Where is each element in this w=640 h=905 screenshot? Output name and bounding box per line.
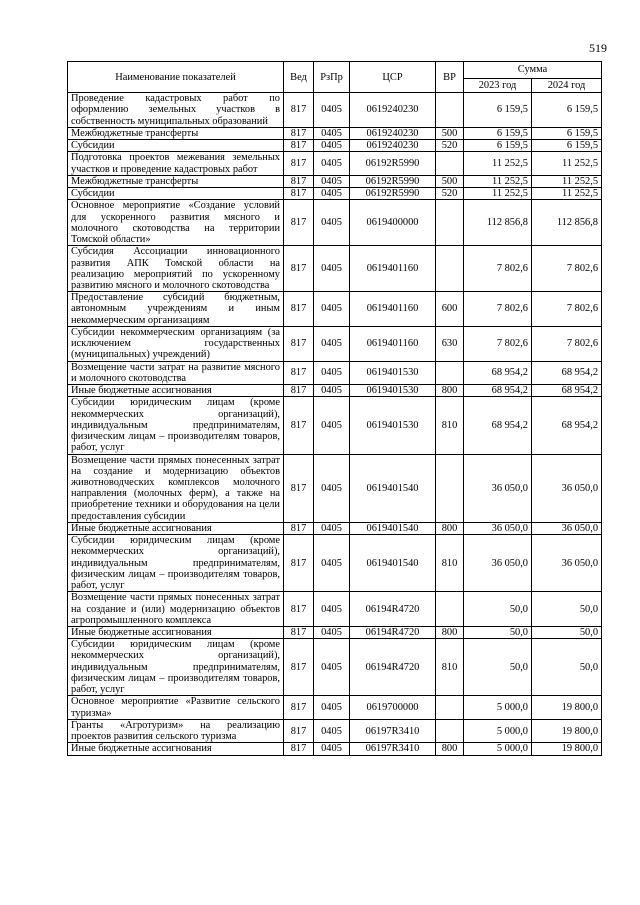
cell-csr: 0619401530 bbox=[350, 397, 436, 454]
cell-name: Возмещение части прямых понесенных затрат на создание и (или) модернизацию объектов агропромышленного комплекса bbox=[68, 592, 284, 627]
cell-csr: 06194R4720 bbox=[350, 639, 436, 696]
header-csr: ЦСР bbox=[350, 62, 436, 93]
cell-rzpr: 0405 bbox=[314, 152, 350, 175]
cell-2023: 11 252,5 bbox=[464, 175, 532, 187]
cell-2023: 68 954,2 bbox=[464, 397, 532, 454]
table-row bbox=[68, 127, 602, 139]
cell-rzpr: 0405 bbox=[314, 140, 350, 152]
cell-rzpr: 0405 bbox=[314, 361, 350, 384]
cell-vr bbox=[436, 152, 464, 175]
cell-2023: 112 856,8 bbox=[464, 200, 532, 246]
table-row bbox=[68, 200, 602, 246]
cell-ved: 817 bbox=[284, 454, 314, 522]
cell-ved: 817 bbox=[284, 326, 314, 361]
table-body bbox=[68, 93, 602, 755]
cell-ved: 817 bbox=[284, 592, 314, 627]
table-row bbox=[68, 140, 602, 152]
cell-2024: 50,0 bbox=[532, 627, 602, 639]
cell-ved: 817 bbox=[284, 719, 314, 742]
cell-name: Проведение кадастровых работ по оформлению земельных участков в собственность муниципальных образований bbox=[68, 93, 284, 128]
cell-vr bbox=[436, 696, 464, 719]
cell-ved: 817 bbox=[284, 200, 314, 246]
cell-rzpr: 0405 bbox=[314, 397, 350, 454]
cell-2023: 6 159,5 bbox=[464, 93, 532, 128]
cell-rzpr: 0405 bbox=[314, 743, 350, 755]
cell-2023: 7 802,6 bbox=[464, 292, 532, 327]
cell-2024: 6 159,5 bbox=[532, 140, 602, 152]
cell-2024: 36 050,0 bbox=[532, 535, 602, 592]
cell-vr: 800 bbox=[436, 627, 464, 639]
table-row bbox=[68, 152, 602, 175]
cell-vr: 520 bbox=[436, 140, 464, 152]
header-sum: Сумма bbox=[464, 62, 602, 79]
cell-2024: 19 800,0 bbox=[532, 719, 602, 742]
cell-csr: 0619240230 bbox=[350, 140, 436, 152]
cell-rzpr: 0405 bbox=[314, 292, 350, 327]
cell-2024: 68 954,2 bbox=[532, 361, 602, 384]
cell-2023: 11 252,5 bbox=[464, 188, 532, 200]
cell-csr: 0619401530 bbox=[350, 361, 436, 384]
cell-name: Субсидии юридическим лицам (кроме некоммерческих организаций), индивидуальным предпринимателям, физическим лицам – производителям товаров, работ, услуг bbox=[68, 397, 284, 454]
cell-2023: 6 159,5 bbox=[464, 127, 532, 139]
cell-name: Основное мероприятие «Развитие сельского туризма» bbox=[68, 696, 284, 719]
cell-name: Возмещение части прямых понесенных затрат на создание и модернизацию объектов животноводческих комплексов молочного направления (молочных ферм), а также на приобретение техники и оборудования на цели предоставления субсидии bbox=[68, 454, 284, 522]
table-row bbox=[68, 292, 602, 327]
cell-2024: 11 252,5 bbox=[532, 175, 602, 187]
cell-ved: 817 bbox=[284, 140, 314, 152]
cell-vr: 800 bbox=[436, 522, 464, 534]
header-2023: 2023 год bbox=[464, 79, 532, 93]
table-row bbox=[68, 188, 602, 200]
cell-rzpr: 0405 bbox=[314, 385, 350, 397]
cell-ved: 817 bbox=[284, 175, 314, 187]
cell-name: Субсидии юридическим лицам (кроме некоммерческих организаций), индивидуальным предпринимателям, физическим лицам – производителям товаров, работ, услуг bbox=[68, 639, 284, 696]
header-name: Наименование показателей bbox=[68, 62, 284, 93]
cell-name: Межбюджетные трансферты bbox=[68, 175, 284, 187]
cell-name: Субсидии bbox=[68, 188, 284, 200]
table-row bbox=[68, 592, 602, 627]
cell-vr: 810 bbox=[436, 397, 464, 454]
table-row bbox=[68, 719, 602, 742]
cell-csr: 0619240230 bbox=[350, 93, 436, 128]
header-2024: 2024 год bbox=[532, 79, 602, 93]
cell-name: Субсидии некоммерческим организациям (за исключением государственных (муниципальных) учреждений) bbox=[68, 326, 284, 361]
cell-vr bbox=[436, 719, 464, 742]
cell-2024: 7 802,6 bbox=[532, 292, 602, 327]
cell-rzpr: 0405 bbox=[314, 246, 350, 292]
cell-ved: 817 bbox=[284, 397, 314, 454]
cell-csr: 0619401540 bbox=[350, 522, 436, 534]
cell-2024: 36 050,0 bbox=[532, 454, 602, 522]
cell-rzpr: 0405 bbox=[314, 639, 350, 696]
cell-2023: 68 954,2 bbox=[464, 385, 532, 397]
cell-vr: 630 bbox=[436, 326, 464, 361]
cell-2023: 36 050,0 bbox=[464, 535, 532, 592]
cell-2023: 36 050,0 bbox=[464, 454, 532, 522]
cell-csr: 0619240230 bbox=[350, 127, 436, 139]
cell-2024: 50,0 bbox=[532, 639, 602, 696]
cell-rzpr: 0405 bbox=[314, 175, 350, 187]
cell-rzpr: 0405 bbox=[314, 454, 350, 522]
cell-vr bbox=[436, 361, 464, 384]
cell-vr: 500 bbox=[436, 127, 464, 139]
cell-name: Межбюджетные трансферты bbox=[68, 127, 284, 139]
cell-2024: 112 856,8 bbox=[532, 200, 602, 246]
cell-rzpr: 0405 bbox=[314, 696, 350, 719]
cell-csr: 06197R3410 bbox=[350, 743, 436, 755]
cell-2023: 5 000,0 bbox=[464, 719, 532, 742]
cell-name: Субсидия Ассоциации инновационного развития АПК Томской области на реализацию мероприятий по ускоренному развитию мясного и молочного скотоводства bbox=[68, 246, 284, 292]
cell-2024: 6 159,5 bbox=[532, 127, 602, 139]
cell-name: Иные бюджетные ассигнования bbox=[68, 522, 284, 534]
cell-vr: 600 bbox=[436, 292, 464, 327]
cell-rzpr: 0405 bbox=[314, 93, 350, 128]
cell-vr bbox=[436, 454, 464, 522]
cell-2023: 5 000,0 bbox=[464, 743, 532, 755]
cell-ved: 817 bbox=[284, 639, 314, 696]
cell-csr: 0619700000 bbox=[350, 696, 436, 719]
page-number: 519 bbox=[589, 41, 607, 55]
cell-2024: 68 954,2 bbox=[532, 385, 602, 397]
cell-rzpr: 0405 bbox=[314, 522, 350, 534]
cell-ved: 817 bbox=[284, 696, 314, 719]
cell-2024: 6 159,5 bbox=[532, 93, 602, 128]
cell-name: Возмещение части затрат на развитие мясного и молочного скотоводства bbox=[68, 361, 284, 384]
cell-2023: 36 050,0 bbox=[464, 522, 532, 534]
cell-rzpr: 0405 bbox=[314, 719, 350, 742]
table-row bbox=[68, 743, 602, 755]
cell-csr: 06194R4720 bbox=[350, 627, 436, 639]
table-row bbox=[68, 246, 602, 292]
header-rzpr: РзПр bbox=[314, 62, 350, 93]
cell-vr: 800 bbox=[436, 385, 464, 397]
cell-ved: 817 bbox=[284, 246, 314, 292]
table-row bbox=[68, 385, 602, 397]
cell-2024: 19 800,0 bbox=[532, 696, 602, 719]
cell-name: Субсидии bbox=[68, 140, 284, 152]
cell-csr: 0619400000 bbox=[350, 200, 436, 246]
cell-vr: 810 bbox=[436, 639, 464, 696]
cell-csr: 06192R5990 bbox=[350, 188, 436, 200]
cell-csr: 0619401160 bbox=[350, 292, 436, 327]
cell-2023: 5 000,0 bbox=[464, 696, 532, 719]
cell-ved: 817 bbox=[284, 152, 314, 175]
budget-table bbox=[67, 61, 602, 756]
table-row bbox=[68, 175, 602, 187]
table-row bbox=[68, 522, 602, 534]
cell-2024: 7 802,6 bbox=[532, 326, 602, 361]
header-ved: Вед bbox=[284, 62, 314, 93]
cell-2024: 11 252,5 bbox=[532, 188, 602, 200]
cell-csr: 06192R5990 bbox=[350, 175, 436, 187]
cell-vr bbox=[436, 246, 464, 292]
cell-2024: 19 800,0 bbox=[532, 743, 602, 755]
table-row bbox=[68, 93, 602, 128]
cell-name: Иные бюджетные ассигнования bbox=[68, 385, 284, 397]
cell-csr: 0619401160 bbox=[350, 246, 436, 292]
cell-rzpr: 0405 bbox=[314, 535, 350, 592]
cell-rzpr: 0405 bbox=[314, 188, 350, 200]
cell-csr: 0619401540 bbox=[350, 454, 436, 522]
cell-2024: 36 050,0 bbox=[532, 522, 602, 534]
cell-ved: 817 bbox=[284, 361, 314, 384]
table-row bbox=[68, 361, 602, 384]
cell-csr: 0619401160 bbox=[350, 326, 436, 361]
cell-csr: 06194R4720 bbox=[350, 592, 436, 627]
cell-vr bbox=[436, 592, 464, 627]
cell-name: Иные бюджетные ассигнования bbox=[68, 627, 284, 639]
cell-vr: 500 bbox=[436, 175, 464, 187]
cell-2023: 7 802,6 bbox=[464, 326, 532, 361]
header-vr: ВР bbox=[436, 62, 464, 93]
cell-csr: 0619401540 bbox=[350, 535, 436, 592]
cell-vr: 520 bbox=[436, 188, 464, 200]
table-row bbox=[68, 326, 602, 361]
cell-vr bbox=[436, 200, 464, 246]
cell-vr: 800 bbox=[436, 743, 464, 755]
cell-csr: 06197R3410 bbox=[350, 719, 436, 742]
cell-ved: 817 bbox=[284, 188, 314, 200]
cell-ved: 817 bbox=[284, 522, 314, 534]
cell-2023: 11 252,5 bbox=[464, 152, 532, 175]
cell-2024: 68 954,2 bbox=[532, 397, 602, 454]
cell-ved: 817 bbox=[284, 93, 314, 128]
cell-ved: 817 bbox=[284, 535, 314, 592]
cell-ved: 817 bbox=[284, 385, 314, 397]
cell-2023: 50,0 bbox=[464, 639, 532, 696]
cell-2023: 68 954,2 bbox=[464, 361, 532, 384]
cell-name: Гранты «Агротуризм» на реализацию проектов развития сельского туризма bbox=[68, 719, 284, 742]
cell-2024: 7 802,6 bbox=[532, 246, 602, 292]
table-row bbox=[68, 639, 602, 696]
cell-2023: 6 159,5 bbox=[464, 140, 532, 152]
cell-rzpr: 0405 bbox=[314, 592, 350, 627]
cell-2023: 50,0 bbox=[464, 627, 532, 639]
cell-rzpr: 0405 bbox=[314, 326, 350, 361]
cell-name: Подготовка проектов межевания земельных участков и проведение кадастровых работ bbox=[68, 152, 284, 175]
table-row bbox=[68, 454, 602, 522]
cell-2023: 50,0 bbox=[464, 592, 532, 627]
cell-rzpr: 0405 bbox=[314, 127, 350, 139]
cell-name: Иные бюджетные ассигнования bbox=[68, 743, 284, 755]
table-row bbox=[68, 397, 602, 454]
cell-vr bbox=[436, 93, 464, 128]
cell-vr: 810 bbox=[436, 535, 464, 592]
cell-2024: 11 252,5 bbox=[532, 152, 602, 175]
cell-name: Основное мероприятие «Создание условий для ускоренного развития мясного и молочного скотоводства на территории Томской области» bbox=[68, 200, 284, 246]
cell-ved: 817 bbox=[284, 292, 314, 327]
cell-csr: 0619401530 bbox=[350, 385, 436, 397]
cell-ved: 817 bbox=[284, 743, 314, 755]
cell-name: Предоставление субсидий бюджетным, автономным учреждениям и иным некоммерческим организациям bbox=[68, 292, 284, 327]
cell-ved: 817 bbox=[284, 127, 314, 139]
cell-rzpr: 0405 bbox=[314, 627, 350, 639]
cell-name: Субсидии юридическим лицам (кроме некоммерческих организаций), индивидуальным предпринимателям, физическим лицам – производителям товаров, работ, услуг bbox=[68, 535, 284, 592]
table-row bbox=[68, 535, 602, 592]
table-row bbox=[68, 696, 602, 719]
table-header bbox=[68, 62, 602, 93]
cell-2023: 7 802,6 bbox=[464, 246, 532, 292]
cell-ved: 817 bbox=[284, 627, 314, 639]
cell-csr: 06192R5990 bbox=[350, 152, 436, 175]
table-row bbox=[68, 627, 602, 639]
cell-rzpr: 0405 bbox=[314, 200, 350, 246]
cell-2024: 50,0 bbox=[532, 592, 602, 627]
